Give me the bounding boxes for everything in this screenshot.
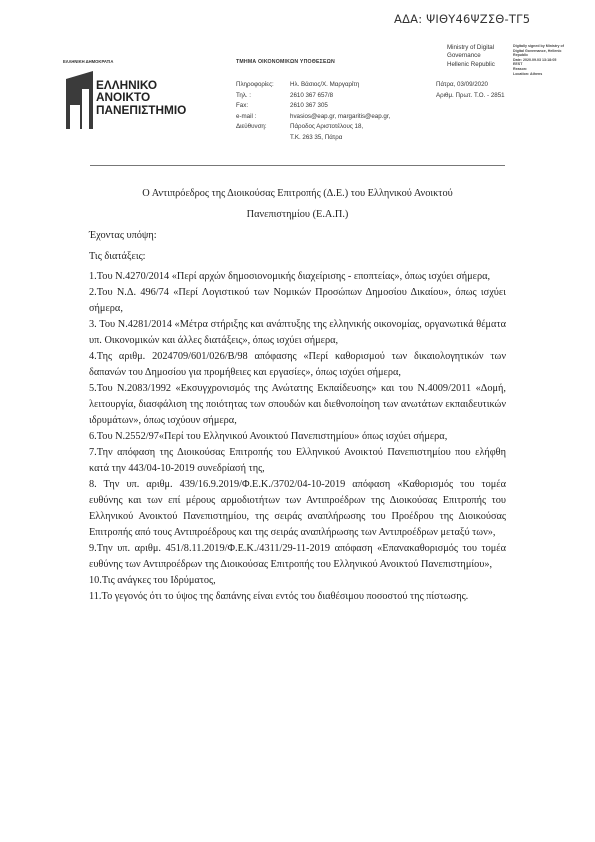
- department-name: ΤΜΗΜΑ ΟΙΚΟΝΟΜΙΚΩΝ ΥΠΟΘΕΣΕΩΝ: [236, 59, 335, 65]
- provision-item: 11.Το γεγονός ότι το ύψος της δαπάνης είναι εντός του διαθέσιμου ποσοστού της πίστωσης.: [89, 591, 469, 602]
- document-body: [89, 225, 506, 605]
- logo-line: ΑΝΟΙΚΤΟ: [96, 90, 151, 105]
- info-label: e-mail :: [236, 112, 257, 120]
- info-label: Τηλ. :: [236, 91, 252, 99]
- logo-line: ΕΛΛΗΝΙΚΟ: [96, 78, 158, 92]
- digital-signature-details: [513, 44, 564, 76]
- info-value: Πάροδος Αριστοτέλους 18,: [290, 123, 364, 130]
- place-date: Πάτρα, 03/09/2020: [436, 81, 488, 88]
- info-row: [236, 112, 390, 123]
- info-value: hvasios@eap.gr, margaritis@eap.gr,: [290, 112, 391, 120]
- signature-ministry: [447, 44, 495, 69]
- provision-item: 6.Του Ν.2552/97«Περί του Ελληνικού Ανοικτού Πανεπιστημίου» όπως ισχύει σήμερα,: [89, 431, 448, 442]
- signature-line: Date: 2020.09.03 13:18:05: [513, 57, 557, 62]
- having-regard: Έχοντας υπόψη:: [89, 230, 157, 241]
- address-continuation: Τ.Κ. 263 35, Πάτρα: [290, 133, 343, 141]
- heading-line: Πανεπιστημίου (Ε.Α.Π.): [246, 209, 349, 220]
- signature-line: Reason:: [513, 66, 528, 71]
- protocol-number: Αριθμ. Πρωτ. Τ.Ο. - 2851: [436, 91, 505, 99]
- info-row: [236, 80, 390, 91]
- document-heading: [90, 183, 505, 225]
- place-and-protocol: [436, 80, 505, 101]
- signature-line: Digital Governance, Hellenic: [513, 48, 562, 53]
- ministry-line: Governance: [447, 52, 481, 60]
- provision-item: 5.Του Ν.2083/1992 «Εκσυγχρονισμός της Ανώτατης Εκπαίδευσης» και του Ν.4009/2011 «Δομή, λειτουργία, διασφάλιση της ποιότητας των σπουδών και διεθνοποίηση των ανωτάτων εκπαιδευτικών ιδρυμάτων», όπως ισχύουν σήμερα,: [89, 383, 506, 426]
- provisions-label: Τις διατάξεις:: [89, 251, 146, 262]
- hellenic-republic-label: ΕΛΛΗΝΙΚΗ ΔΗΜΟΚΡΑΤΙΑ: [63, 59, 114, 64]
- ada-code: ΑΔΑ: ΨΙΘΥ46ΨΖΣΘ-ΤΓ5: [394, 12, 531, 26]
- header-divider: [90, 165, 505, 166]
- provision-item: 1.Του Ν.4270/2014 «Περί αρχών δημοσιονομικής διαχείρισης - εποπτείας», όπως ισχύει σήμερα,: [89, 271, 491, 282]
- info-label: Fax:: [236, 102, 249, 109]
- provision-item: 9.Την υπ. αριθμ. 451/8.11.2019/Φ.Ε.Κ./4311/29-11-2019 απόφαση «Επανακαθορισμός του τομέα ευθύνης των Αντιπροέδρων της Διοικούσας Επιτροπής του Ελληνικού Ανοικτού Πανεπιστημίου»,: [89, 543, 506, 570]
- info-row: [236, 122, 390, 133]
- provision-item: 8. Την υπ. αριθμ. 439/16.9.2019/Φ.Ε.Κ./3702/04-10-2019 απόφαση «Καθορισμός του τομέα ευθύνης και των επί μέρους αρμοδιοτήτων των Αντιπροέδρων της Διοικούσας Επιτροπής του Ελληνικού Ανοικτού Πανεπιστημίου, της σειράς αναπλήρωσης του Προέδρου της Διοικούσας Επιτροπής από τους Αντιπροέδρους και της σειράς αναπλήρωσης των Αντιπροέδρων μεταξύ των»,: [89, 479, 506, 538]
- provision-item: 7.Την απόφαση της Διοικούσας Επιτροπής του Ελληνικού Ανοικτού Πανεπιστημίου που ελήφθη κατά την 443/04-10-2019 συνεδρίασή της,: [89, 447, 506, 474]
- info-value: Ηλ. Βάσιος/Χ. Μαργαρίτη: [290, 81, 360, 88]
- heading-line: Ο Αντιπρόεδρος της Διοικούσας Επιτροπής (Δ.Ε.) του Ελληνικού Ανοικτού: [142, 188, 453, 199]
- signature-line: Republic: [513, 53, 529, 58]
- logo-line: ΠΑΝΕΠΙΣΤΗΜΙΟ: [96, 102, 187, 117]
- signature-line: EEST: [513, 62, 523, 67]
- ministry-line: Ministry of Digital: [447, 44, 495, 51]
- info-label: Διεύθυνση:: [236, 123, 267, 130]
- provision-item: 10.Τις ανάγκες του Ιδρύματος,: [89, 575, 216, 586]
- provision-item: 4.Της αριθμ. 2024709/601/026/Β/98 απόφασης «Περί καθορισμού των δικαιολογητικών των δαπανών του Δημοσίου για προμήθειες και εργασίες», όπως ισχύει σήμερα,: [89, 351, 506, 378]
- info-row: [236, 91, 390, 102]
- info-row: [236, 101, 390, 112]
- university-name: [96, 79, 186, 116]
- ministry-line: Hellenic Republic: [447, 60, 495, 68]
- info-value: 2610 367 305: [290, 102, 328, 109]
- provision-item: 2.Του Ν.Δ. 496/74 «Περί Λογιστικού των Νομικών Προσώπων Δημοσίου Δικαίου», όπως ισχύει σήμερα,: [89, 287, 506, 314]
- provision-item: 3. Του Ν.4281/2014 «Μέτρα στήριξης και ανάπτυξης της ελληνικής οικονομίας, οργανωτικά θέματα υπ. Οικονομικών και άλλες διατάξεις», όπως ισχύει σήμερα,: [89, 319, 506, 346]
- signature-line: Location: Athens: [513, 71, 543, 76]
- info-label: Πληροφορίες:: [236, 81, 274, 88]
- contact-info: [236, 80, 390, 143]
- signature-line: Digitally signed by Ministry of: [513, 44, 564, 48]
- info-value: 2610 367 657/8: [290, 91, 334, 99]
